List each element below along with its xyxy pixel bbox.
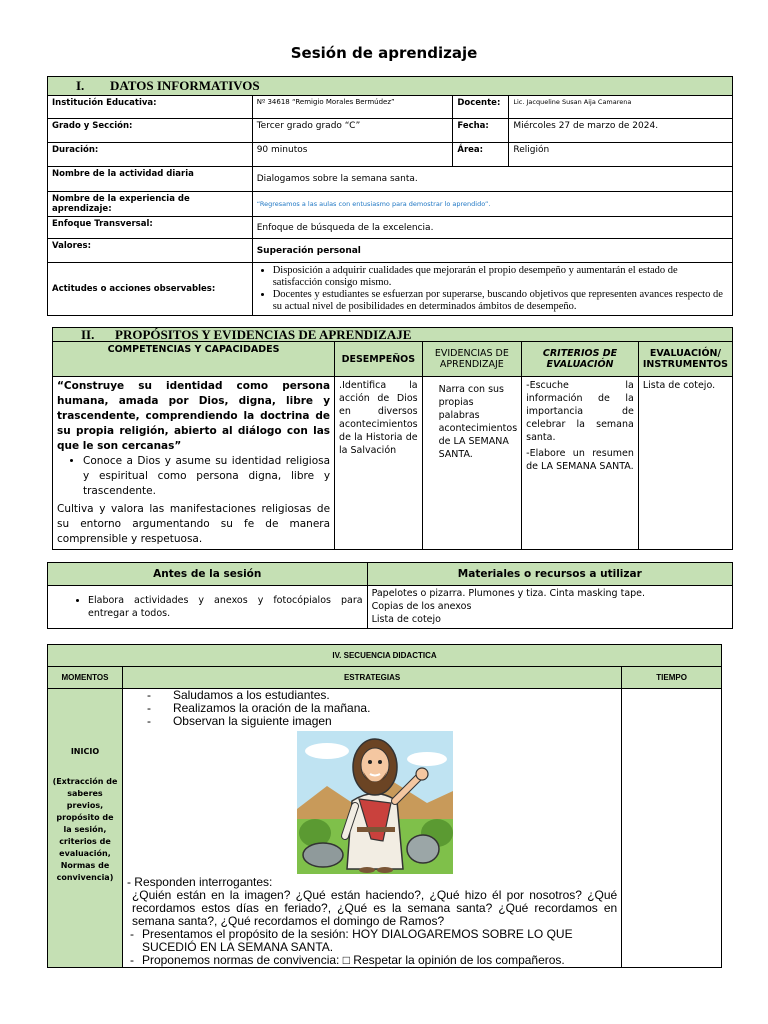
valores-label: Valores: — [48, 239, 253, 263]
estrategias-cell — [122, 689, 621, 968]
page-title: Sesión de aprendizaje — [290, 44, 478, 62]
preguntas-text: ¿Quién están en la imagen? ¿Qué están haciendo?, ¿Qué hizo él por nosotros? ¿Qué recordamos estos días en feriado?, ¿Qué es la semana santa? ¿Qué recordamos en semana santa?, ¿Qué recordamos el domingo de Ramos? — [131, 888, 618, 928]
enfoque-label: Enfoque Transversal: — [48, 217, 253, 239]
duracion-label: Duración: — [48, 143, 253, 167]
capacidad-text: Cultiva y valora las manifestaciones religiosas de su entorno argumentando su fe de manera comprensible y respetuosa. — [57, 503, 331, 545]
docente-label: Docente: — [453, 96, 509, 119]
desempeno-text: .Identifica la acción de Dios en diversos acontecimientos de la Historia de la Salvación — [335, 377, 423, 550]
normas-item: - Proponemos normas de convivencia: □ Respetar la opinión de los compañeros. — [129, 953, 565, 967]
experiencia-value: “Regresamos a las aulas con entusiasmo para demostrar lo aprendido”. — [252, 192, 732, 217]
material-item: Copias de los anexos — [371, 601, 472, 612]
actitudes-label: Actitudes o acciones observables: — [48, 263, 253, 316]
competencias-cell — [53, 377, 335, 550]
enfoque-value: Enfoque de búsqueda de la excelencia. — [252, 217, 732, 239]
header-antes: Antes de la sesión — [48, 563, 368, 586]
header-estrategias: ESTRATEGIAS — [122, 667, 621, 689]
evidencia-text: Narra con sus propias palabras acontecimientos de LA SEMANA SANTA. — [422, 377, 522, 550]
criterio-item: -Escuche la información de la importancia de celebrar la semana santa. — [526, 380, 634, 443]
section-2-title: II. PROPÓSITOS Y EVIDENCIAS DE APRENDIZAJE — [53, 328, 733, 342]
section-1-title: I. DATOS INFORMATIVOS — [48, 77, 733, 96]
secuencia-table — [47, 644, 722, 968]
material-item: Lista de cotejo — [371, 614, 441, 625]
section-4-title: IV. SECUENCIA DIDACTICA — [48, 645, 722, 667]
experiencia-label: Nombre de la experiencia de aprendizaje: — [48, 192, 253, 217]
responden-text: - Responden interrogantes: — [126, 875, 273, 889]
header-competencias: COMPETENCIAS Y CAPACIDADES — [53, 342, 335, 377]
fecha-value: Miércoles 27 de marzo de 2024. — [509, 119, 733, 143]
tiempo-cell — [622, 689, 722, 968]
instrumento-text: Lista de cotejo. — [638, 377, 732, 550]
inicio-description: (Extracción de saberes previos, propósito de la sesión, criterios de evaluación, Normas de convivencia) — [52, 777, 118, 882]
header-criterios: CRITERIOS DE EVALUACIÓN — [522, 342, 639, 377]
institucion-value: Nº 34618 “Remigio Morales Bermúdez” — [252, 96, 453, 119]
header-momentos: MOMENTOS — [48, 667, 123, 689]
fecha-label: Fecha: — [453, 119, 509, 143]
actitud-item: • Disposición a adquirir cualidades que mejorarán el propio desempeño y aumentarán el estado de satisfacción consigo mismo. — [273, 265, 728, 289]
grado-label: Grado y Sección: — [48, 119, 253, 143]
antes-item: • Elabora actividades y anexos y fotocópialos para entregar a todos. — [88, 594, 363, 620]
jesus-illustration — [297, 731, 453, 874]
step-item: - Realizamos la oración de la mañana. — [146, 701, 371, 715]
proposito-item: - Presentamos el propósito de la sesión: HOY DIALOGAREMOS SOBRE LO QUE SUCEDIÓ EN LA SEMANA SANTA. — [129, 927, 573, 954]
antes-sesion-table — [47, 562, 733, 629]
header-evidencias: EVIDENCIAS DE APRENDIZAJE — [422, 342, 522, 377]
momento-inicio — [48, 689, 123, 968]
valores-value: Superación personal — [252, 239, 732, 263]
header-desempenos: DESEMPEÑOS — [335, 342, 423, 377]
docente-value: Lic. Jacqueline Susan Aija Camarena — [509, 96, 733, 119]
propositos-table — [52, 327, 733, 550]
actividad-label: Nombre de la actividad diaria — [48, 167, 253, 192]
actitudes-list — [252, 263, 732, 316]
header-evaluacion: EVALUACIÓN/ INSTRUMENTOS — [638, 342, 732, 377]
actitud-item: • Docentes y estudiantes se esfuerzan por superarse, buscando objetivos que representen avances respecto de su actual nivel de posibilidades en determinados ámbitos de desempeño. — [273, 289, 728, 313]
inicio-label: INICIO — [70, 747, 100, 756]
materiales-cell — [367, 586, 732, 629]
competencia-text: “Construye su identidad como persona humana, amada por Dios, digna, libre y trascendente, comprendiendo la doctrina de su propia religión, abierto al diálogo con las que le son cercanas” — [57, 380, 331, 452]
datos-informativos-table — [47, 76, 733, 316]
antes-cell — [48, 586, 368, 629]
step-item: - Saludamos a los estudiantes. — [146, 688, 330, 702]
criterios-cell — [522, 377, 639, 550]
step-list — [127, 689, 617, 728]
step-item: - Observan la siguiente imagen — [146, 714, 332, 728]
capacidad-item: • Conoce a Dios y asume su identidad religiosa y espiritual como persona digna, libre y trascendente. — [83, 454, 330, 499]
area-value: Religión — [509, 143, 733, 167]
grado-value: Tercer grado grado “C” — [252, 119, 453, 143]
duracion-value: 90 minutos — [252, 143, 453, 167]
area-label: Área: — [453, 143, 509, 167]
material-item: Papelotes o pizarra. Plumones y tiza. Cinta masking tape. — [371, 588, 646, 599]
header-materiales: Materiales o recursos a utilizar — [367, 563, 732, 586]
actividad-value: Dialogamos sobre la semana santa. — [252, 167, 732, 192]
criterio-item: -Elabore un resumen de LA SEMANA SANTA. — [526, 448, 634, 472]
institucion-label: Institución Educativa: — [48, 96, 253, 119]
header-tiempo: TIEMPO — [622, 667, 722, 689]
